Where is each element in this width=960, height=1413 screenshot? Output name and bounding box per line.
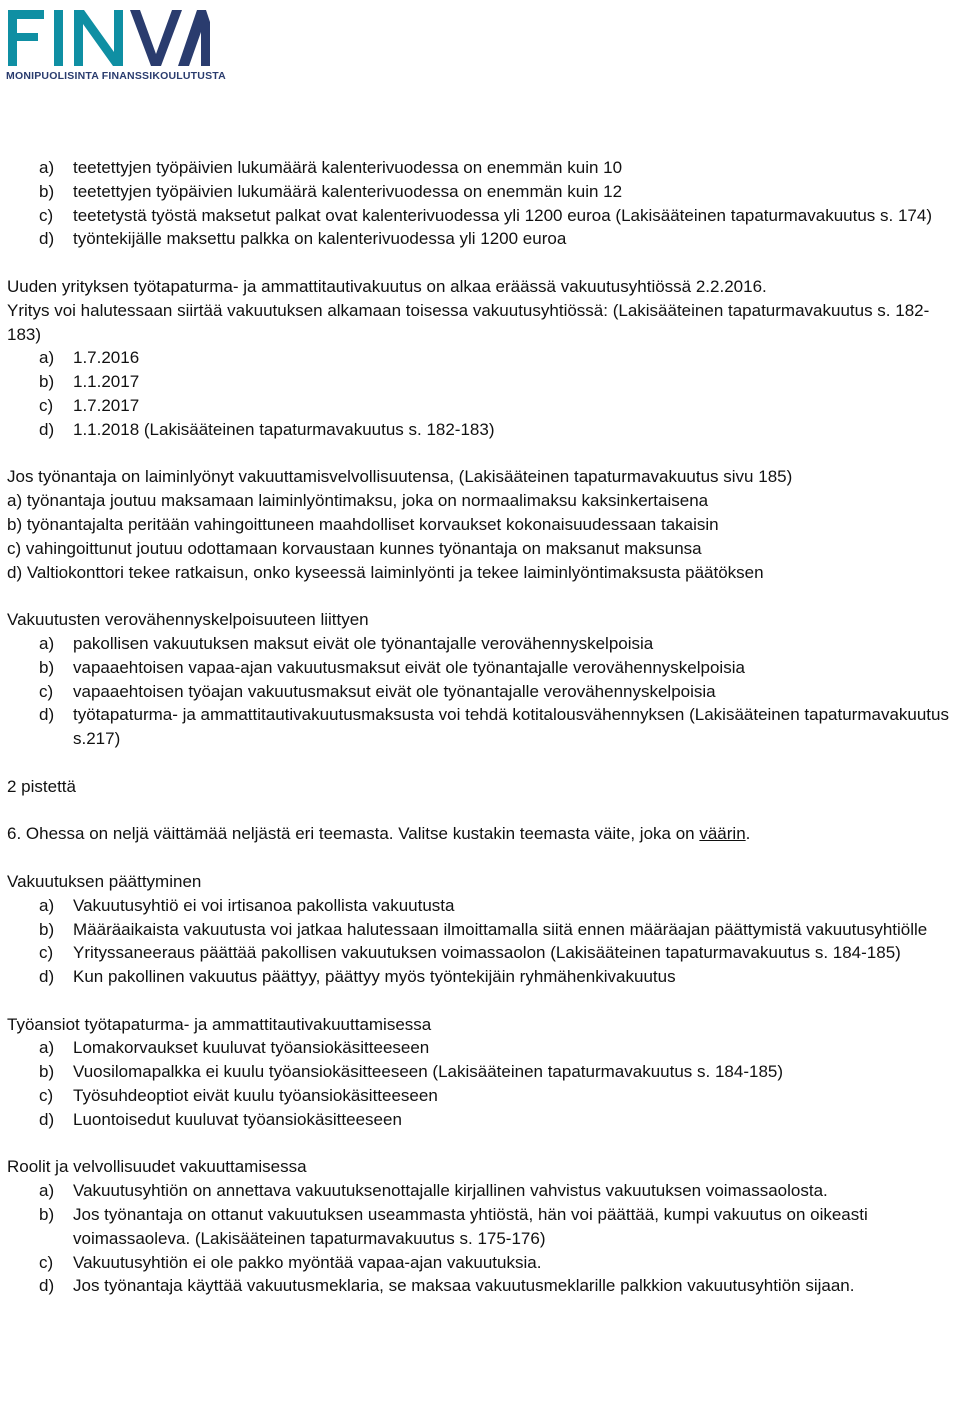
item-text: Työsuhdeoptiot eivät kuulu työansiokäsitteeseen: [73, 1086, 438, 1106]
item-marker: d): [39, 1276, 55, 1296]
item-text: Kun pakollinen vakuutus päättyy, päättyy myös työntekijäin ryhmähenkivakuutus: [73, 967, 676, 987]
list-item: d) Valtiokonttori tekee ratkaisun, onko kyseessä laiminlyönti ja tekee laiminlyöntimaksusta päätöksen: [7, 562, 764, 582]
question-intro: Yritys voi halutessaan siirtää vakuutuksen alkamaan toisessa vakuutusyhtiössä: (Lakisääteinen tapaturmavakuutus s. 182-183): [7, 300, 930, 344]
theme-income-options: [7, 1036, 957, 1131]
list-item: [7, 204, 957, 228]
theme-end-options: [7, 894, 957, 989]
item-marker: c): [39, 205, 54, 225]
item-text: Yrityssaneeraus päättää pakollisen vakuutuksen voimassaolon (Lakisääteinen tapaturmavakuutus s. 184-185): [73, 943, 901, 963]
question-title: Jos työnantaja on laiminlyönyt vakuuttamisvelvollisuutensa, (Lakisääteinen tapaturmavakuutus sivu 185): [7, 467, 793, 487]
theme-title: Työansiot työtapaturma- ja ammattitautivakuuttamisessa: [7, 1014, 432, 1034]
list-item: [7, 1036, 957, 1060]
theme-title: Vakuutuksen päättyminen: [7, 871, 202, 891]
item-text: 1.7.2017: [73, 395, 140, 415]
item-marker: a): [39, 1181, 55, 1201]
points-label: 2 pistettä: [7, 776, 76, 796]
list-item: [7, 656, 957, 680]
list-item: [7, 1108, 957, 1132]
start-question-options: [7, 346, 957, 441]
item-marker: b): [39, 1062, 55, 1082]
theme-title: Roolit ja velvollisuudet vakuuttamisessa: [7, 1157, 307, 1177]
item-marker: c): [39, 1252, 54, 1272]
item-text: Määräaikaista vakuutusta voi jatkaa halutessaan ilmoittamalla siitä ennen määräajan päättymistä vakuutusyhtiölle: [73, 919, 928, 939]
item-marker: d): [39, 967, 55, 987]
item-marker: d): [39, 419, 55, 439]
item-marker: a): [39, 348, 55, 368]
list-item: [7, 1251, 957, 1275]
item-marker: d): [39, 229, 55, 249]
item-text: Lomakorvaukset kuuluvat työansiokäsitteeseen: [73, 1038, 430, 1058]
item-text: pakollisen vakuutuksen maksut eivät ole työnantajalle verovähennyskelpoisia: [73, 633, 654, 653]
item-text: Jos työnantaja käyttää vakuutusmeklaria, se maksaa vakuutusmeklarille palkkion vakuutusyhtiön sijaan.: [73, 1276, 855, 1296]
item-text: työtapaturma- ja ammattitautivakuutusmaksusta voi tehdä kotitalousvähennyksen (Lakisääteinen tapaturmavakuutus s.217): [73, 705, 949, 749]
item-text: 1.7.2016: [73, 348, 140, 368]
prompt-text-end: .: [745, 824, 751, 844]
list-item: [7, 1060, 957, 1084]
list-item: [7, 680, 957, 704]
item-marker: c): [39, 681, 54, 701]
list-item: [7, 1179, 957, 1203]
list-item: [7, 227, 957, 251]
item-text: Jos työnantaja on ottanut vakuutuksen useammasta yhtiöstä, hän voi päättää, kumpi vakuutus on oikeasti voimassaoleva. (Lakisääteinen tapaturmavakuutus s. 175-176): [73, 1205, 868, 1248]
item-text: teetetystä työstä maksetut palkat ovat kalenterivuodessa yli 1200 euroa (Lakisääteinen tapaturmavakuutus s. 174): [73, 205, 932, 225]
question-intro: Uuden yrityksen työtapaturma- ja ammattitautivakuutus on alkaa eräässä vakuutusyhtiössä 2.2.2016.: [7, 276, 767, 296]
list-item: b) työnantajalta peritään vahingoittuneen maahdolliset korvaukset kokonaisuudessaan takaisin: [7, 514, 719, 534]
item-text: Luontoisedut kuuluvat työansiokäsitteeseen: [73, 1109, 402, 1129]
list-item: [7, 1084, 957, 1108]
list-item: [7, 156, 957, 180]
item-text: Vakuutusyhtiön ei ole pakko myöntää vapaa-ajan vakuutuksia.: [73, 1252, 542, 1272]
item-text: 1.1.2018 (Lakisääteinen tapaturmavakuutus s. 182-183): [73, 419, 495, 439]
tax-question-options: [7, 632, 957, 751]
list-item: [7, 632, 957, 656]
item-text: teetettyjen työpäivien lukumäärä kalenterivuodessa on enemmän kuin 10: [73, 158, 623, 177]
item-text: 1.1.2017: [73, 372, 140, 392]
item-text: vapaaehtoisen vapaa-ajan vakuutusmaksut eivät ole työnantajalle verovähennyskelpoisia: [73, 657, 745, 677]
list-item: [7, 918, 957, 942]
list-item: [7, 1274, 957, 1298]
list-item: [7, 703, 957, 751]
item-marker: a): [39, 1038, 55, 1058]
list-item: [7, 370, 957, 394]
item-marker: b): [39, 1205, 55, 1225]
list-item: c) vahingoittunut joutuu odottamaan korvaustaan kunnes työnantaja on maksanut maksunsa: [7, 538, 702, 558]
item-marker: a): [39, 895, 55, 915]
logo-tagline: MONIPUOLISINTA FINANSSIKOULUTUSTA: [6, 70, 226, 82]
list-item: [7, 941, 957, 965]
item-marker: c): [39, 395, 54, 415]
item-marker: c): [39, 1086, 54, 1106]
list-item: [7, 394, 957, 418]
list-item: [7, 894, 957, 918]
item-text: Vakuutusyhtiö ei voi irtisanoa pakollista vakuutusta: [73, 895, 455, 915]
item-marker: d): [39, 1109, 55, 1129]
item-marker: d): [39, 705, 55, 725]
theme-roles-options: [7, 1179, 957, 1298]
prev-question-options: [7, 156, 957, 251]
item-text: Vuosilomapalkka ei kuulu työansiokäsitteeseen (Lakisääteinen tapaturmavakuutus s. 184-185): [73, 1062, 784, 1082]
list-item: [7, 1203, 957, 1251]
finva-logo: [6, 4, 226, 84]
item-marker: b): [39, 919, 55, 939]
item-text: vapaaehtoisen työajan vakuutusmaksut eivät ole työnantajalle verovähennyskelpoisia: [73, 681, 716, 701]
item-marker: c): [39, 943, 54, 963]
finva-logo-mark: [6, 4, 210, 70]
question-title: Vakuutusten verovähennyskelpoisuuteen liittyen: [7, 610, 369, 630]
document-body: [7, 156, 957, 1298]
item-text: työntekijälle maksettu palkka on kalenterivuodessa yli 1200 euroa: [73, 229, 567, 249]
item-marker: a): [39, 633, 55, 653]
list-item: [7, 180, 957, 204]
item-marker: b): [39, 181, 55, 201]
item-marker: a): [39, 158, 55, 177]
prompt-emphasis: väärin: [699, 824, 746, 844]
item-marker: b): [39, 657, 55, 677]
question-6-prompt: [7, 822, 957, 846]
item-marker: b): [39, 372, 55, 392]
item-text: Vakuutusyhtiön on annettava vakuutuksenottajalle kirjallinen vahvistus vakuutuksen voimassaolosta.: [73, 1181, 828, 1201]
list-item: [7, 418, 957, 442]
list-item: a) työnantaja joutuu maksamaan laiminlyöntimaksu, joka on normaalimaksu kaksinkertaisena: [7, 491, 709, 511]
list-item: [7, 346, 957, 370]
item-text: teetettyjen työpäivien lukumäärä kalenterivuodessa on enemmän kuin 12: [73, 181, 623, 201]
list-item: [7, 965, 957, 989]
prompt-text: 6. Ohessa on neljä väittämää neljästä eri teemasta. Valitse kustakin teemasta väite, joka on: [7, 824, 700, 844]
